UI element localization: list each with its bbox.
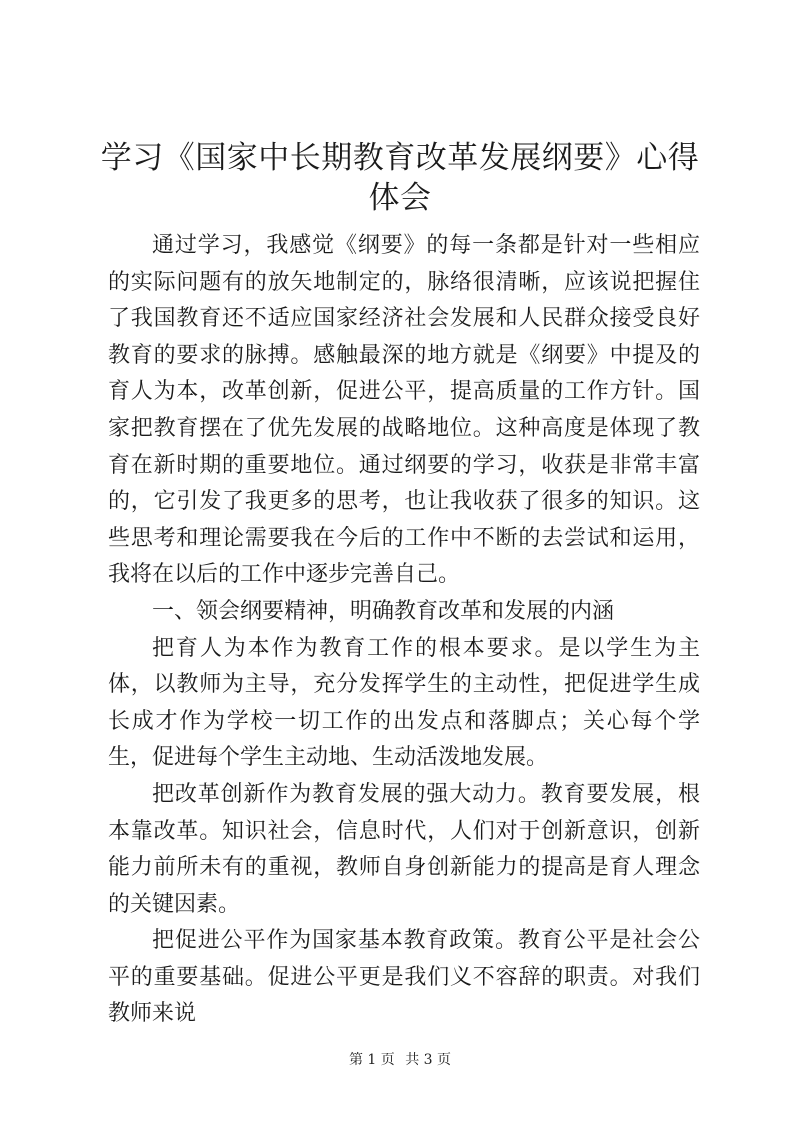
paragraph-reform-innovation: 把改革创新作为教育发展的强大动力。教育要发展，根本靠改革。知识社会，信息时代，人们对于创新意识，创新能力前所未有的重视，教师自身创新能力的提高是育人理念的关键因素。 xyxy=(108,781,700,917)
paragraph-intro: 通过学习，我感觉《纲要》的每一条都是针对一些相应的实际问题有的放矢地制定的，脉络很清晰，应该说把握住了我国教育还不适应国家经济社会发展和人民群众接受良好教育的要求的脉搏。感触最深的地方就是《纲要》中提及的育人为本，改革创新，促进公平，提高质量的工作方针。国家把教育摆在了优先发展的战略地位。这种高度是体现了教育在新时期的重要地位。通过纲要的学习，收获是非常丰富的，它引发了我更多的思考，也让我收获了很多的知识。这些思考和理论需要我在今后的工作中不断的去尝试和运用，我将在以后的工作中逐步完善自己。 xyxy=(108,233,700,588)
page-footer xyxy=(0,1050,800,1070)
section-heading-1: 一、领会纲要精神，明确教育改革和发展的内涵 xyxy=(152,598,615,624)
document-body xyxy=(108,228,700,1033)
paragraph-education-people-first: 把育人为本作为教育工作的根本要求。是以学生为主体，以教师为主导，充分发挥学生的主动性，把促进学生成长成才作为学校一切工作的出发点和落脚点；关心每个学生，促进每个学生主动地、生动活泼地发展。 xyxy=(108,635,700,771)
page-number: 第 1 页 xyxy=(348,1052,395,1068)
paragraph-promote-fairness: 把促进公平作为国家基本教育政策。教育公平是社会公平的重要基础。促进公平更是我们义不容辞的职责。对我们教师来说 xyxy=(108,928,700,1027)
document-title: 学习《国家中长期教育改革发展纲要》心得体会 xyxy=(100,140,700,216)
page-total: 共 3 页 xyxy=(405,1052,452,1068)
